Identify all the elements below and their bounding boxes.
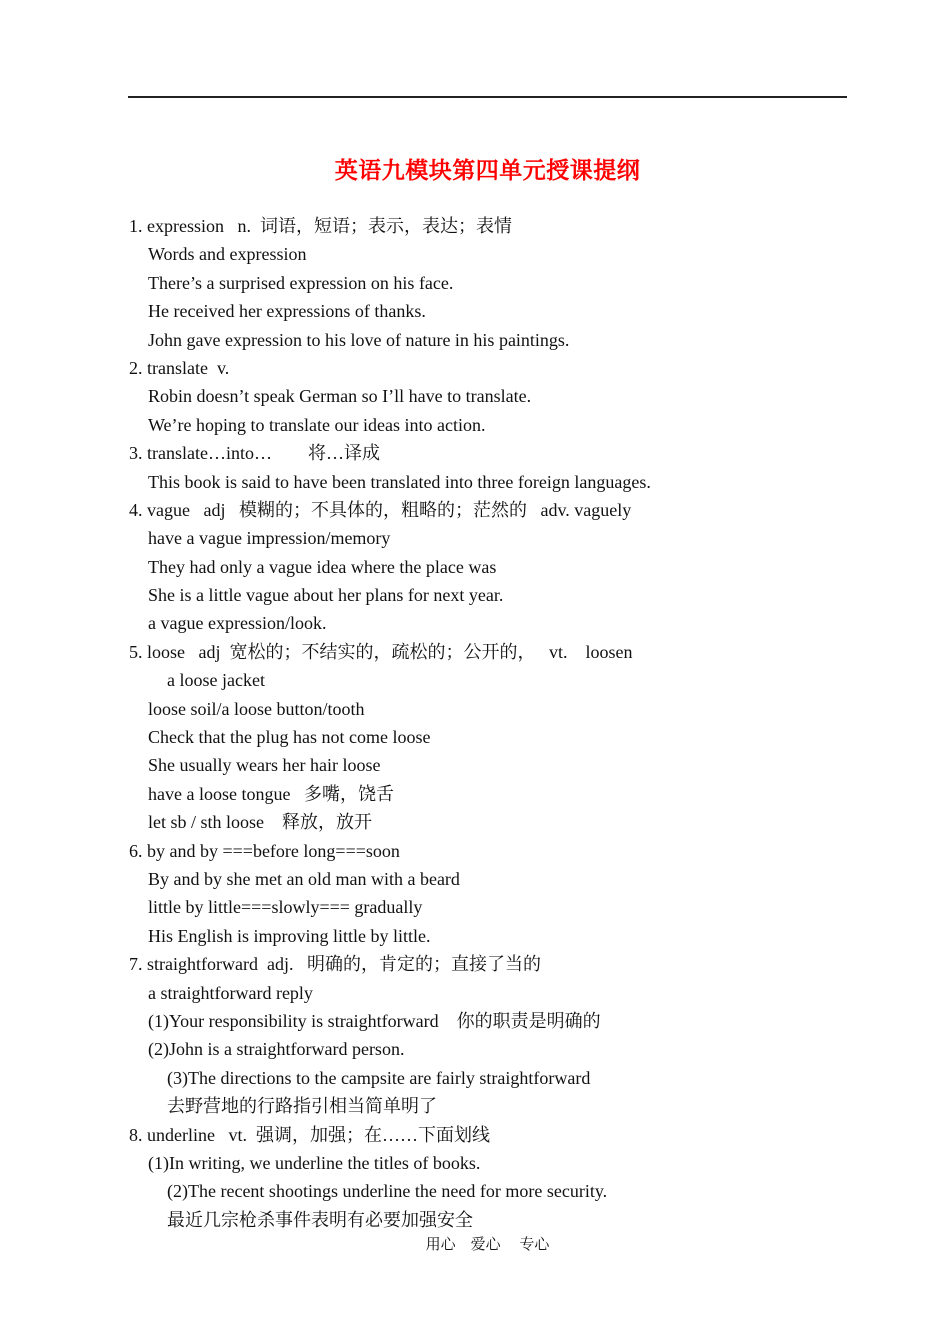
header-rule (128, 96, 847, 98)
line-example: (2)John is a straightforward person. (148, 1039, 405, 1060)
line-example: have a loose tongue 多嘴，饶舌 (148, 783, 394, 804)
line-example: Words and expression (148, 244, 307, 265)
line-example: 去野营地的行路指引相当简单明了 (167, 1096, 437, 1117)
line-example: 最近几宗枪杀事件表明有必要加强安全 (167, 1209, 473, 1230)
line-example: let sb / sth loose 释放，放开 (148, 812, 372, 833)
line-entry-2: 2. translate v. (129, 357, 230, 378)
line-example: loose soil/a loose button/tooth (148, 698, 365, 719)
line-example: (1)In writing, we underline the titles of books. (148, 1152, 481, 1173)
line-entry-3: 3. translate…into… 将…译成 (129, 443, 380, 464)
line-example: a vague expression/look. (148, 613, 327, 634)
line-example: This book is said to have been translated into three foreign languages. (148, 471, 651, 492)
line-example: John gave expression to his love of nature in his paintings. (148, 329, 570, 350)
line-entry-1: 1. expression n. 词语，短语；表示，表达；表情 (129, 216, 512, 236)
line-example: (2)The recent shootings underline the need for more security. (167, 1181, 608, 1202)
line-example: We’re hoping to translate our ideas into action. (148, 414, 486, 435)
line-example: By and by she met an old man with a beard (148, 868, 460, 889)
line-example: She usually wears her hair loose (148, 755, 381, 776)
line-entry-5: 5. loose adj 宽松的；不结实的，疏松的；公开的， vt. loosen (129, 641, 633, 662)
document-title: 英语九模块第四单元授课提纲 (334, 158, 641, 184)
line-entry-4: 4. vague adj 模糊的；不具体的，粗略的；茫然的 adv. vaguely (129, 499, 632, 520)
line-example: He received her expressions of thanks. (148, 301, 426, 322)
line-example: Check that the plug has not come loose (148, 727, 431, 748)
line-example: little by little===slowly=== gradually (148, 897, 423, 918)
line-example: Robin doesn’t speak German so I’ll have to translate. (148, 386, 532, 407)
line-example: She is a little vague about her plans for next year. (148, 585, 504, 606)
document-body (129, 212, 849, 1234)
page-footer: 用心 爱心 专心 (425, 1237, 550, 1253)
line-example: (3)The directions to the campsite are fairly straightforward (167, 1067, 591, 1088)
line-example: His English is improving little by little. (148, 925, 431, 946)
line-entry-8: 8. underline vt. 强调，加强；在……下面划线 (129, 1124, 490, 1145)
line-example: (1)Your responsibility is straightforward 你的职责是明确的 (148, 1010, 601, 1031)
line-entry-7: 7. straightforward adj. 明确的，肯定的；直接了当的 (129, 954, 541, 975)
line-entry-6: 6. by and by ===before long===soon (129, 840, 400, 861)
line-example: There’s a surprised expression on his face. (148, 272, 454, 293)
line-example: have a vague impression/memory (148, 528, 391, 549)
line-example: a straightforward reply (148, 982, 313, 1003)
line-example: a loose jacket (167, 670, 265, 691)
line-example: They had only a vague idea where the place was (148, 556, 497, 577)
